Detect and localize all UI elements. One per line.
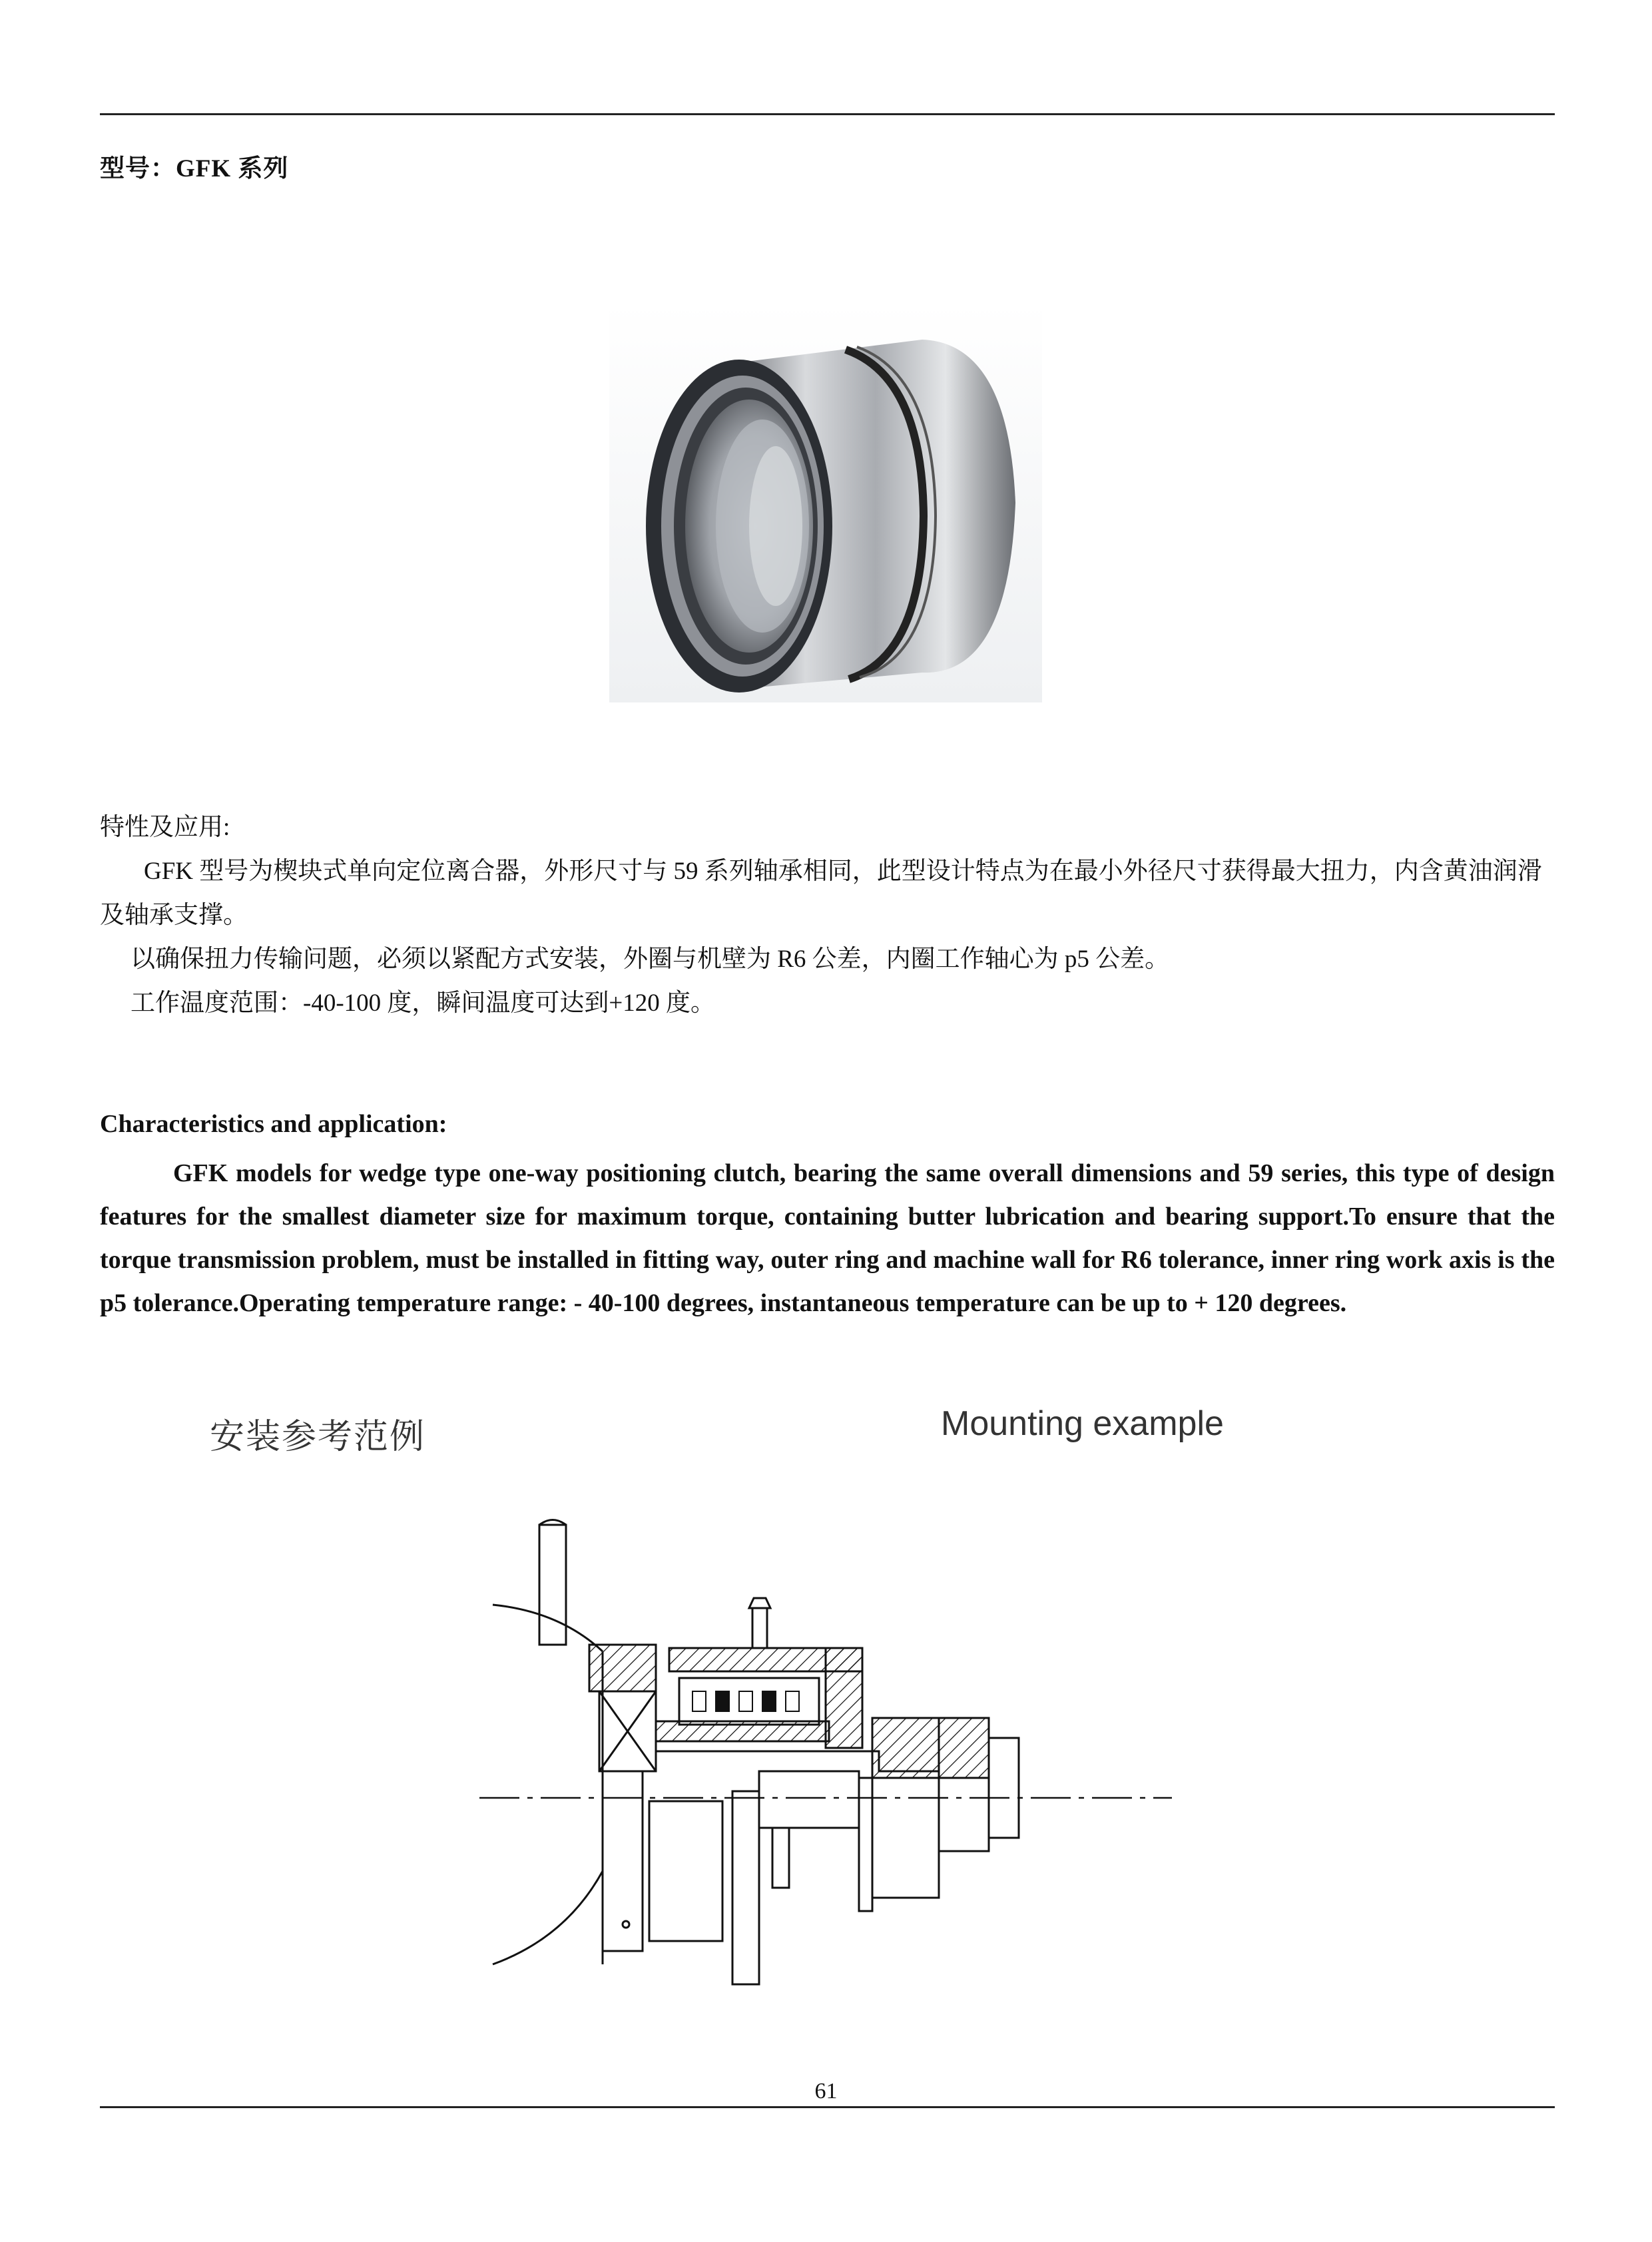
chinese-paragraph-1: GFK 型号为楔块式单向定位离合器，外形尺寸与 59 系列轴承相同，此型设计特点为在最小外径尺寸获得最大扭力，内含黄油润滑及轴承支撑。 [100, 858, 1542, 929]
model-title: 型号：GFK 系列 [100, 155, 289, 182]
english-heading: Characteristics and application: [100, 1110, 447, 1138]
chinese-paragraph-2: 以确保扭力传输问题，必须以紧配方式安装，外圈与机壁为 R6 公差，内圈工作轴心为 p5 公差。 [131, 946, 1170, 973]
top-rule [100, 113, 1555, 115]
page-number: 61 [814, 2079, 838, 2103]
english-body: GFK models for wedge type one-way positioning clutch, bearing the same overall dimensions and 59 series, this type of design features for the smallest diameter size for maximum torque, containing butter lubrication and bearing support.To ensure that the torque transmission problem, must be installed in fitting way, outer ring and machine wall for R6 tolerance, inner ring work axis is the p5 tolerance.Operating temperature range: - 40-100 degrees, instantaneous temperature can be up to + 120 degrees. [100, 1159, 1555, 1317]
chinese-paragraph-3: 工作温度范围：-40-100 度，瞬间温度可达到+120 度。 [131, 989, 716, 1017]
bearing-photo [609, 303, 1042, 702]
mounting-label-english: Mounting example [941, 1404, 1224, 1443]
mounting-diagram [479, 1498, 1172, 1991]
mounting-label-chinese: 安装参考范例 [210, 1417, 426, 1457]
chinese-heading: 特性及应用: [100, 814, 230, 841]
bottom-rule [100, 2106, 1555, 2108]
